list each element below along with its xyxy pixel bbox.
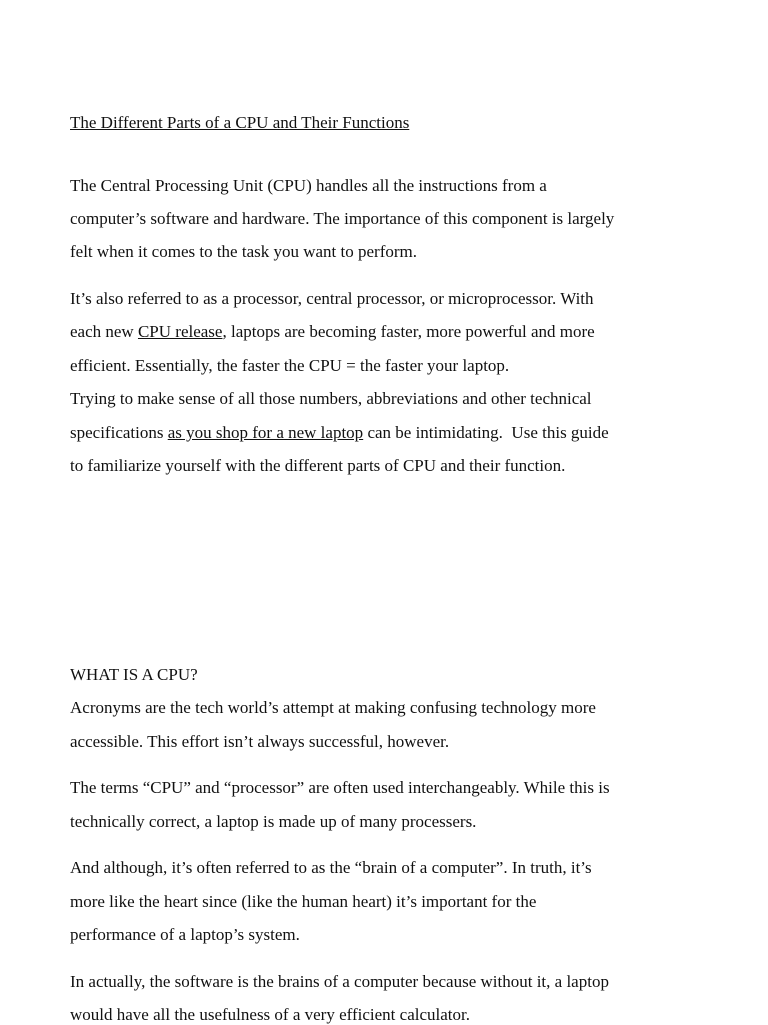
paragraph-line: computer’s software and hardware. The importance of this component is largely <box>70 209 615 228</box>
paragraph-line: would have all the usefulness of a very efficient calculator. <box>70 1005 470 1024</box>
paragraph-line: It’s also referred to as a processor, central processor, or microprocessor. With <box>70 289 594 308</box>
paragraph-line: And although, it’s often referred to as the “brain of a computer”. In truth, it’s <box>70 858 592 877</box>
paragraph-line <box>70 423 609 443</box>
paragraph-line: performance of a laptop’s system. <box>70 925 300 944</box>
paragraph-line: Acronyms are the tech world’s attempt at making confusing technology more <box>70 698 596 717</box>
paragraph-line: more like the heart since (like the human heart) it’s important for the <box>70 892 537 911</box>
text: , laptops are becoming faster, more powerful and more <box>222 322 595 341</box>
paragraph-line: The terms “CPU” and “processor” are often used interchangeably. While this is <box>70 778 610 797</box>
paragraph-line: to familiarize yourself with the different parts of CPU and their function. <box>70 456 566 475</box>
paragraph-line: The Central Processing Unit (CPU) handles all the instructions from a <box>70 176 547 195</box>
paragraph-line: efficient. Essentially, the faster the CPU = the faster your laptop. <box>70 356 510 375</box>
paragraph-line: Trying to make sense of all those numbers, abbreviations and other technical <box>70 389 592 408</box>
paragraph-line <box>70 322 595 342</box>
shop-laptop-link[interactable]: as you shop for a new laptop <box>167 423 364 442</box>
paragraph-line: technically correct, a laptop is made up of many processers. <box>70 812 477 831</box>
cpu-release-link[interactable]: CPU release <box>137 322 223 341</box>
text: specifications <box>70 423 168 442</box>
paragraph-line: felt when it comes to the task you want to perform. <box>70 242 417 261</box>
section-heading: WHAT IS A CPU? <box>70 665 198 684</box>
text: each new <box>70 322 138 341</box>
paragraph-line: In actually, the software is the brains of a computer because without it, a laptop <box>70 972 609 991</box>
paragraph-line: accessible. This effort isn’t always successful, however. <box>70 732 450 751</box>
document-title: The Different Parts of a CPU and Their Functions <box>70 113 410 132</box>
text: can be intimidating. Use this guide <box>363 423 609 442</box>
